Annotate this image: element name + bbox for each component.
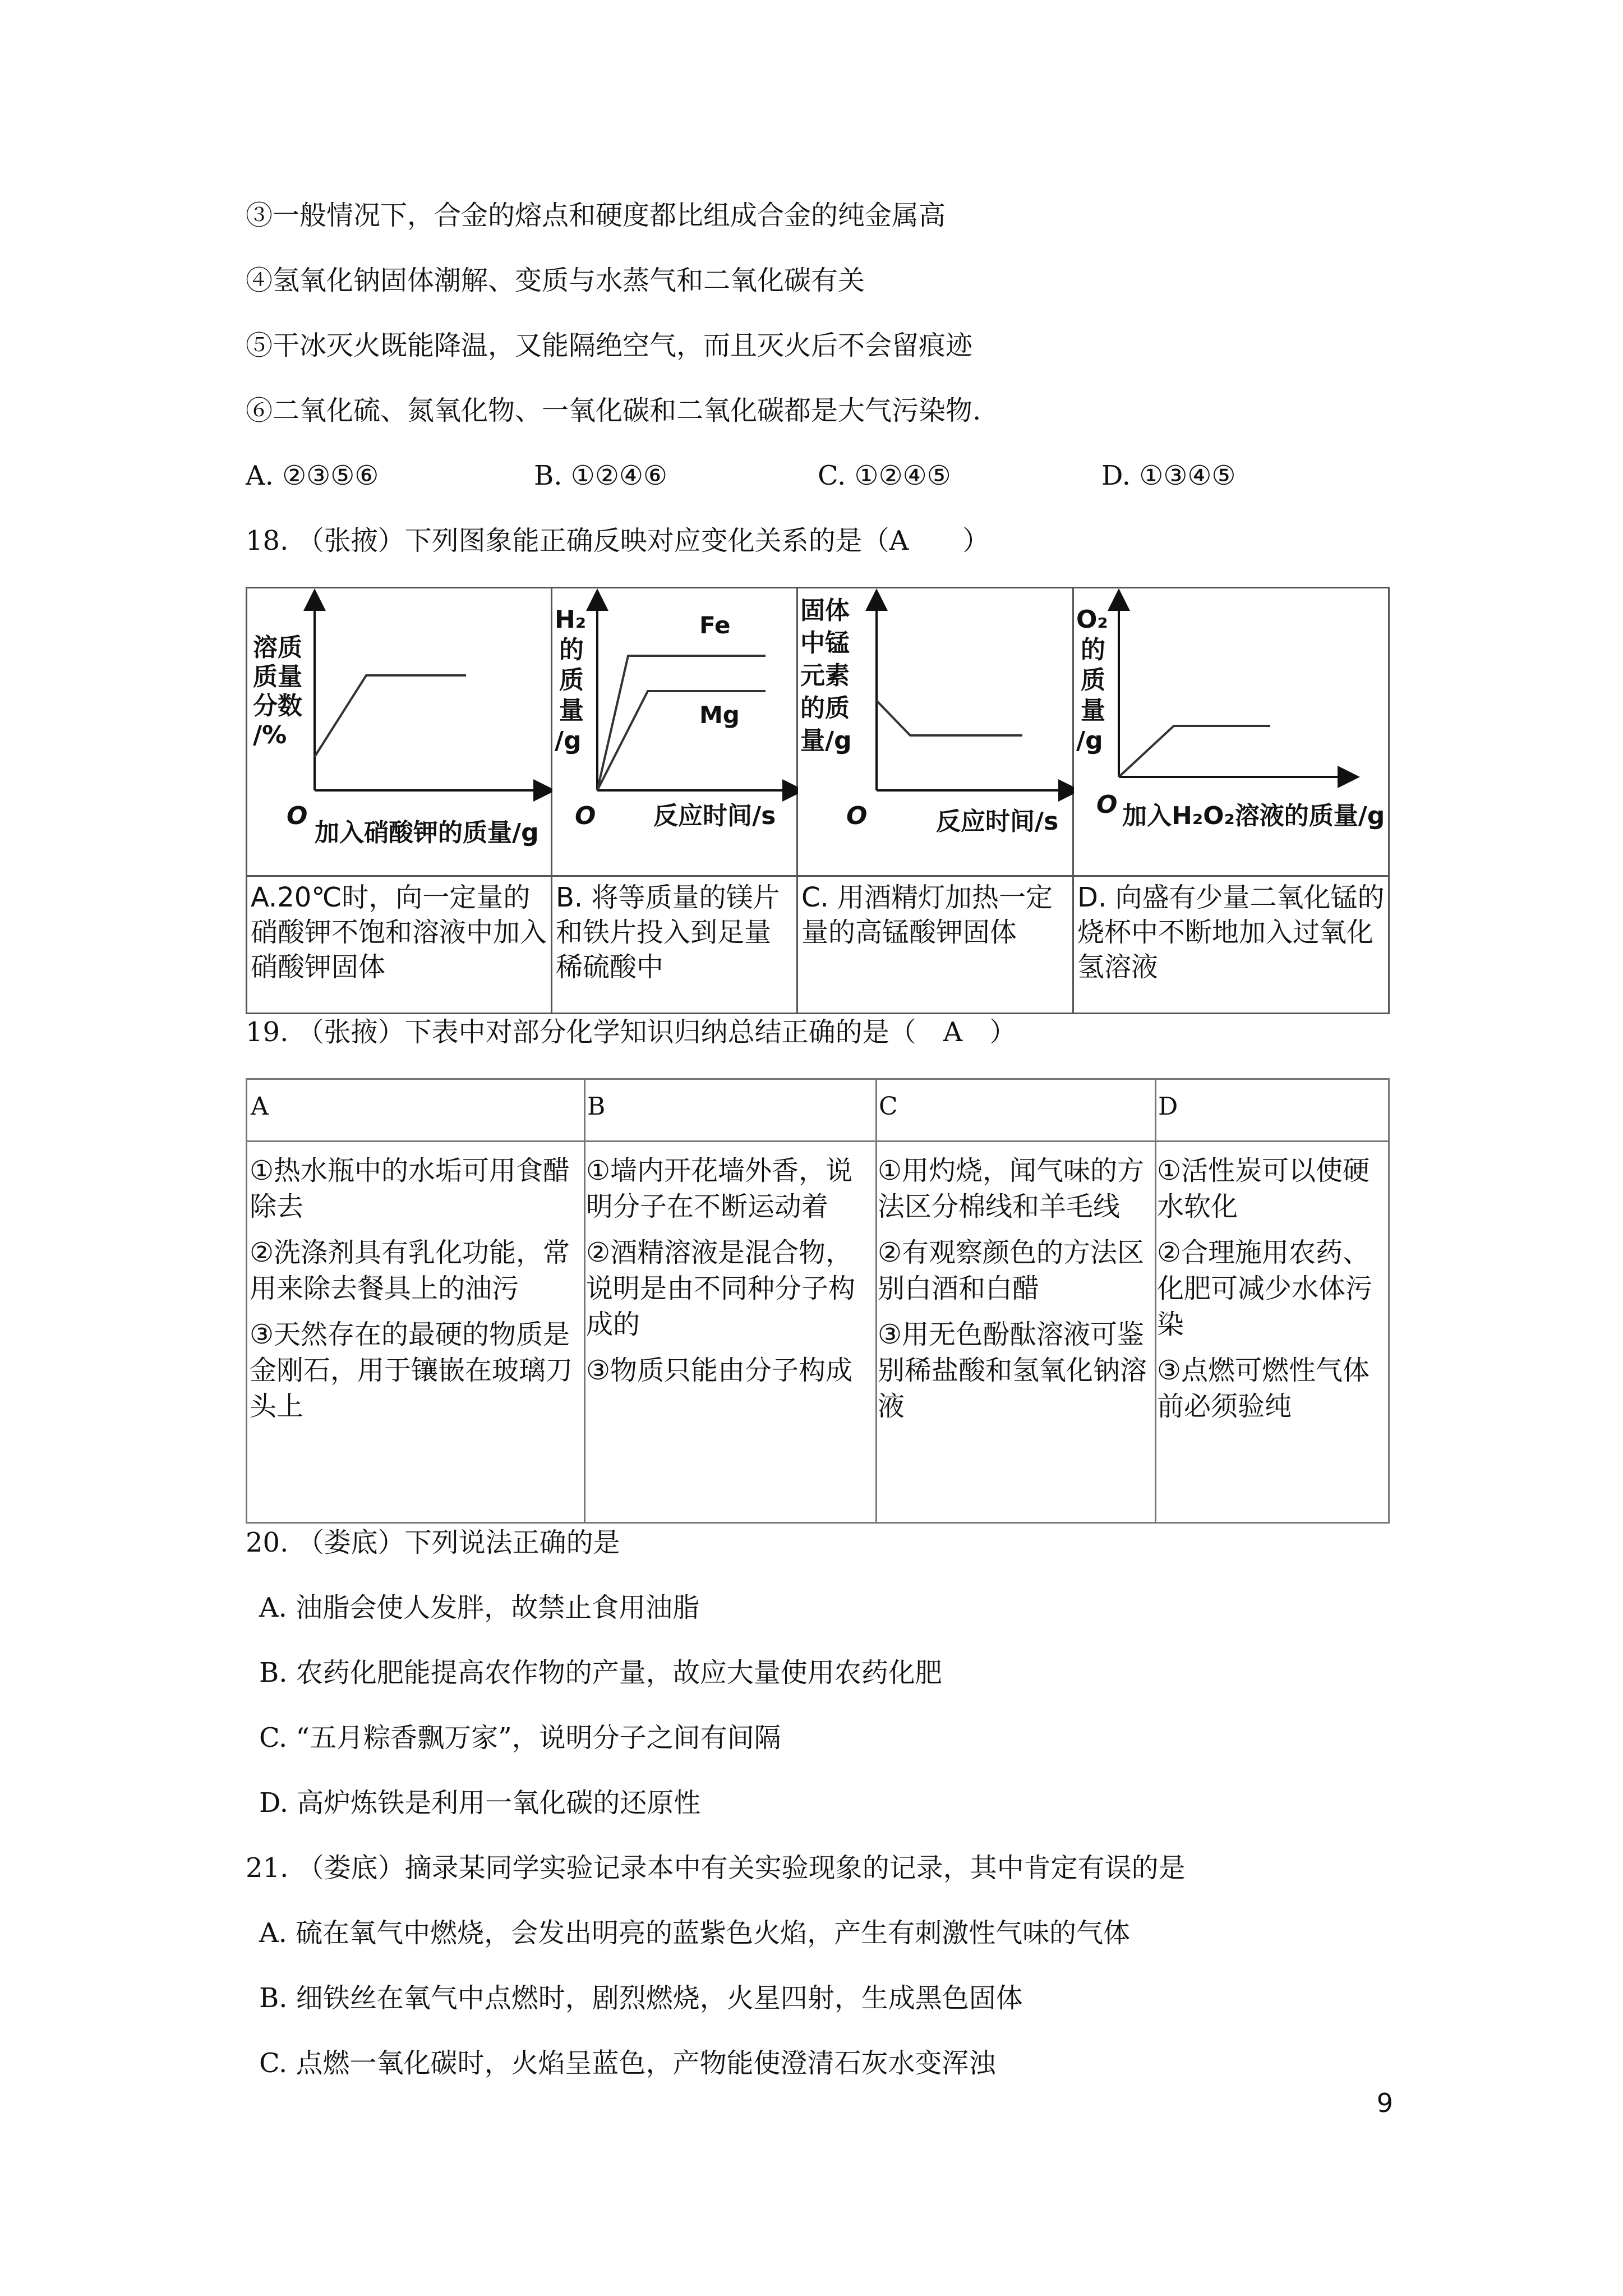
- q20-stem: 20. （娄底）下列说法正确的是: [246, 1527, 620, 1558]
- graph-d-origin: O: [1096, 790, 1118, 819]
- q19-b-item-1: ①墙内开花墙外香，说明分子在不断运动着: [586, 1155, 853, 1222]
- q21-option-b: B. 细铁丝在氧气中点燃时，剧烈燃烧，火星四射，生成黑色固体: [259, 1982, 1023, 2014]
- q19-a-item-1: ①热水瓶中的水垢可用食醋除去: [250, 1155, 570, 1222]
- graph-c-xlabel: 反应时间/s: [936, 807, 1059, 836]
- q19-b-item-2: ②酒精溶液是混合物，说明是由不同种分子构成的: [586, 1237, 856, 1340]
- q19-d-item-2: ②合理施用农药、化肥可减少水体污染: [1157, 1237, 1373, 1340]
- q18-caption-c: C. 用酒精灯加热一定量的高锰酸钾固体: [801, 882, 1053, 948]
- graph-b-ylabel-5: /g: [555, 726, 582, 755]
- q19-header-a: A: [251, 1092, 269, 1121]
- q18-graph-d: [1074, 588, 1391, 875]
- graph-b-ylabel-3: 质: [559, 666, 584, 694]
- graph-c-ylabel-2: 中锰: [800, 629, 850, 657]
- q17-option-c: C. ①②④⑤: [818, 460, 951, 491]
- q19-row-divider: [247, 1140, 1388, 1142]
- q18-graph-a: [247, 588, 552, 875]
- q19-header-c: C: [879, 1092, 898, 1121]
- q18-graph-b: [552, 588, 798, 875]
- graph-b-ylabel-4: 量: [559, 696, 584, 725]
- q19-col-divider: [584, 1080, 585, 1522]
- q19-header-d: D: [1158, 1092, 1178, 1121]
- graph-c-ylabel-1: 固体: [800, 596, 850, 625]
- graph-b-ylabel-1: H₂: [555, 605, 587, 634]
- graph-b-origin: O: [575, 802, 596, 830]
- q17-statement-3: ③一般情况下，合金的熔点和硬度都比组成合金的纯金属高: [246, 200, 946, 231]
- q17-statement-5: ⑤干冰灭火既能降温，又能隔绝空气，而且灭火后不会留痕迹: [246, 330, 973, 361]
- q18-stem: 18. （张掖）下列图象能正确反映对应变化关系的是（A ）: [246, 525, 990, 556]
- q19-header-b: B: [587, 1092, 606, 1121]
- graph-c-ylabel-5: 量/g: [800, 726, 852, 755]
- q21-stem: 21. （娄底）摘录某同学实验记录本中有关实验现象的记录，其中肯定有误的是: [246, 1852, 1186, 1884]
- graph-a-xlabel: 加入硝酸钾的质量/g: [315, 818, 539, 847]
- q19-c-item-2: ②有观察颜色的方法区别白酒和白醋: [878, 1237, 1145, 1304]
- q17-option-d: D. ①③④⑤: [1101, 460, 1236, 491]
- graph-b-series-fe: Fe: [699, 611, 731, 639]
- q17-statement-6: ⑥二氧化硫、氮氧化物、一氧化碳和二氧化碳都是大气污染物.: [246, 395, 981, 426]
- q19-cell-b: [586, 1153, 872, 1398]
- q19-c-item-1: ①用灼烧，闻气味的方法区分棉线和羊毛线: [878, 1155, 1145, 1222]
- q19-stem: 19. （张掖）下表中对部分化学知识归纳总结正确的是（ A ）: [246, 1016, 1017, 1048]
- graph-b-series-mg: Mg: [699, 701, 740, 729]
- graph-d-xlabel: 加入H₂O₂溶液的质量/g: [1122, 802, 1385, 830]
- q19-cell-d: [1157, 1153, 1388, 1434]
- graph-a-ylabel-2: 质量: [253, 662, 302, 691]
- graph-d-ylabel-3: 质: [1081, 666, 1105, 694]
- q19-col-divider: [875, 1080, 877, 1522]
- q18-row-divider: [247, 875, 1388, 877]
- graph-c-ylabel-4: 的质: [800, 694, 850, 723]
- q19-c-item-3: ③用无色酚酞溶液可鉴别稀盐酸和氢氧化钠溶液: [878, 1319, 1147, 1422]
- q19-cell-a: [250, 1153, 580, 1434]
- q17-option-b: B. ①②④⑥: [534, 460, 667, 491]
- q19-a-item-3: ③天然存在的最硬的物质是金刚石，用于镶嵌在玻璃刀头上: [250, 1319, 573, 1422]
- graph-a-ylabel-4: /%: [253, 721, 287, 749]
- graph-d-ylabel-1: O₂: [1076, 605, 1108, 634]
- q19-table: [246, 1078, 1390, 1524]
- graph-d-ylabel-5: /g: [1076, 726, 1103, 755]
- graph-a-ylabel-1: 溶质: [253, 633, 302, 662]
- q20-option-b: B. 农药化肥能提高农作物的产量，故应大量使用农药化肥: [259, 1657, 942, 1688]
- q21-option-a: A. 硫在氧气中燃烧，会发出明亮的蓝紫色火焰，产生有刺激性气味的气体: [259, 1917, 1131, 1949]
- q18-caption-b: B. 将等质量的镁片和铁片投入到足量稀硫酸中: [556, 882, 780, 983]
- q18-caption-d: D. 向盛有少量二氧化锰的烧杯中不断地加入过氧化氢溶液: [1077, 882, 1385, 983]
- q20-option-c: C. “五月粽香飘万家”，说明分子之间有间隔: [259, 1722, 781, 1754]
- q19-a-item-2: ②洗涤剂具有乳化功能，常用来除去餐具上的油污: [250, 1237, 570, 1304]
- q20-option-d: D. 高炉炼铁是利用一氧化碳的还原性: [259, 1787, 701, 1819]
- page-number: 9: [1376, 2088, 1393, 2118]
- graph-a-origin: O: [287, 802, 308, 830]
- q18-graph-table: [246, 587, 1390, 1014]
- graph-c-ylabel-3: 元素: [800, 661, 850, 690]
- q17-statement-4: ④氢氧化钠固体潮解、变质与水蒸气和二氧化碳有关: [246, 265, 865, 296]
- q19-d-item-3: ③点燃可燃性气体前必须验纯: [1157, 1355, 1370, 1422]
- q19-b-item-3: ③物质只能由分子构成: [586, 1355, 853, 1386]
- graph-b-xlabel: 反应时间/s: [653, 802, 776, 830]
- graph-a-ylabel-3: 分数: [253, 692, 302, 720]
- q18-caption-a: A.20℃时，向一定量的硝酸钾不饱和溶液中加入硝酸钾固体: [251, 882, 547, 983]
- q20-option-a: A. 油脂会使人发胖，故禁止食用油脂: [259, 1592, 700, 1623]
- q18-graph-c: [798, 588, 1074, 875]
- q19-cell-c: [878, 1153, 1151, 1434]
- q21-option-c: C. 点燃一氧化碳时，火焰呈蓝色，产物能使澄清石灰水变浑浊: [259, 2047, 996, 2079]
- graph-d-ylabel-4: 量: [1081, 696, 1105, 725]
- graph-c-origin: O: [846, 802, 868, 830]
- graph-d-ylabel-2: 的: [1081, 636, 1105, 664]
- q17-option-a: A. ②③⑤⑥: [246, 460, 379, 491]
- graph-b-ylabel-2: 的: [559, 636, 584, 664]
- q19-d-item-1: ①活性炭可以使硬水软化: [1157, 1155, 1370, 1222]
- q19-col-divider: [1155, 1080, 1156, 1522]
